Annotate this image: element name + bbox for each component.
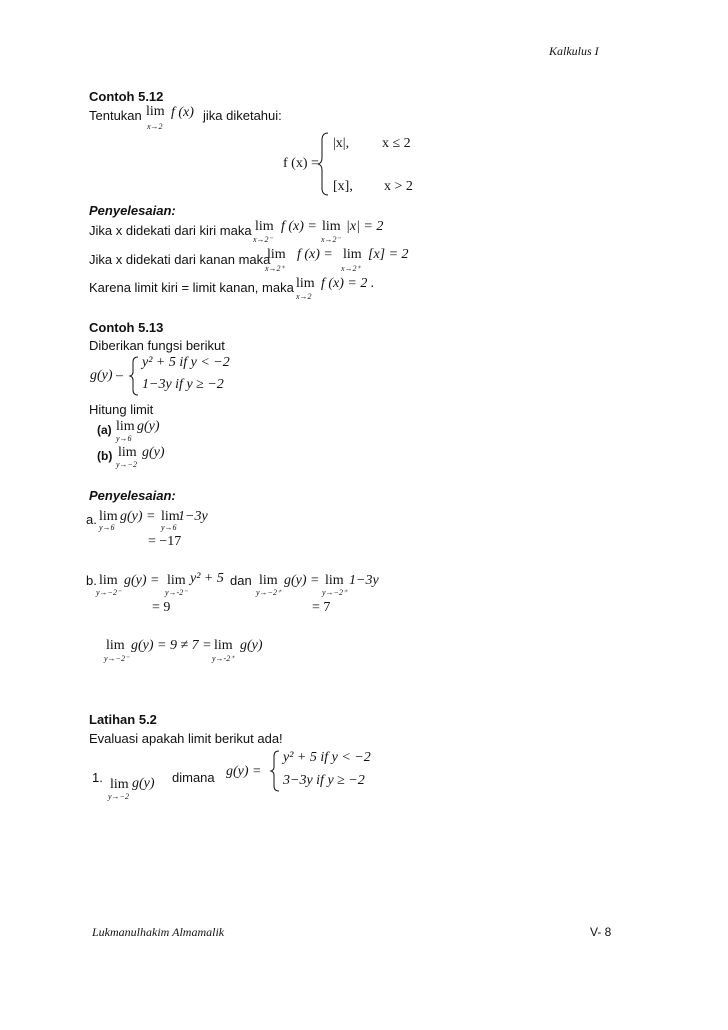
fx-expression: f (x) = — [297, 247, 333, 262]
lim-subscript: y→−2⁺ — [256, 588, 282, 597]
lim-subscript: y→−2⁺ — [322, 588, 348, 597]
case2-condition: x > 2 — [384, 179, 413, 194]
left-brace — [316, 132, 330, 196]
left-limit-result: |x| = 2 — [346, 219, 384, 234]
solution-b-lhs2: g(y) = — [284, 573, 320, 588]
lim-subscript: y→−2 — [108, 792, 129, 801]
solution-heading-1: Penyelesaian: — [89, 203, 176, 218]
final-comparison: g(y) = 9 ≠ 7 = — [131, 638, 212, 653]
lim-subscript: y→−2⁻ — [104, 654, 130, 663]
exercise-5-2-title: Latihan 5.2 — [89, 712, 157, 727]
exercise-item-number: 1. — [92, 770, 103, 785]
solution-b-expr1: y² + 5 — [190, 571, 224, 586]
dimana-text: dimana — [172, 770, 215, 785]
lim-word: lim — [118, 445, 137, 460]
running-header: Kalkulus I — [549, 44, 599, 58]
case2-expression: [x], — [333, 179, 353, 194]
lim-subscript: y→−2 — [116, 460, 137, 469]
right-limit-result: [x] = 2 — [368, 247, 409, 262]
lim-subscript: y→6 — [99, 523, 115, 532]
lim-word: lim — [267, 247, 286, 262]
solution-a-value: = −17 — [148, 534, 182, 549]
lim-subscript: y→−2⁻ — [96, 588, 122, 597]
final-comparison-tail: g(y) — [240, 638, 263, 653]
lim-word: lim — [214, 638, 233, 653]
lim-word: lim — [343, 247, 362, 262]
g-function-lhs: g(y) – — [90, 368, 124, 383]
part-b-label: (b) — [97, 449, 113, 463]
lim-subscript: x→2⁺ — [265, 264, 285, 273]
lim-subscript: x→2⁺ — [341, 264, 361, 273]
exercise-expression: g(y) — [132, 776, 155, 791]
solution-a-label: a. — [86, 512, 97, 527]
lim-subscript: x→2⁻ — [321, 235, 341, 244]
conclusion-text: Karena limit kiri = limit kanan, maka — [89, 280, 294, 295]
right-limit-text: Jika x didekati dari kanan maka — [89, 252, 271, 267]
lim-word: lim — [322, 219, 341, 234]
solution-b-label: b. — [86, 573, 97, 588]
lim-word: lim — [116, 419, 135, 434]
example-5-13-title: Contoh 5.13 — [89, 320, 164, 335]
compute-limit-text: Hitung limit — [89, 402, 154, 417]
lim-word: lim — [110, 777, 129, 792]
example-5-12-prompt-tail: jika diketahui: — [203, 108, 282, 123]
lim-word: lim — [146, 104, 165, 119]
example-5-13-intro: Diberikan fungsi berikut — [89, 338, 225, 353]
example-5-12-title: Contoh 5.12 — [89, 89, 164, 104]
lim-word: lim — [255, 219, 274, 234]
lim-subscript: y→6 — [116, 434, 132, 443]
case1-expression: |x|, — [333, 136, 350, 151]
solution-b-lhs1: g(y) = — [124, 573, 160, 588]
fx-expression: f (x) = — [281, 219, 317, 234]
solution-a-lhs: g(y) = — [120, 509, 156, 524]
g-case1: y² + 5 if y < −2 — [142, 355, 230, 370]
lim-subscript: y→-2⁺ — [212, 654, 235, 663]
exercise-g-lhs: g(y) = — [226, 764, 262, 779]
lim-subscript: x→2 — [296, 292, 312, 301]
left-brace — [128, 356, 140, 396]
solution-b-value2: = 7 — [312, 600, 331, 615]
lim-word: lim — [106, 638, 125, 653]
g-case2: 1−3y if y ≥ −2 — [142, 377, 224, 392]
solution-b-dan: dan — [230, 573, 252, 588]
lim-word: lim — [99, 573, 118, 588]
exercise-g-case2: 3−3y if y ≥ −2 — [283, 773, 365, 788]
piecewise-lhs: f (x) = — [283, 156, 319, 171]
lim-word: lim — [325, 573, 344, 588]
footer-author: Lukmanulhakim Almamalik — [92, 925, 225, 939]
lim-word: lim — [296, 276, 315, 291]
solution-b-expr2: 1−3y — [349, 573, 379, 588]
lim-subscript: x→2⁻ — [253, 235, 273, 244]
lim-subscript: y→6 — [161, 523, 177, 532]
exercise-g-case1: y² + 5 if y < −2 — [283, 750, 371, 765]
part-b-expression: g(y) — [142, 445, 165, 460]
solution-heading-2: Penyelesaian: — [89, 488, 176, 503]
lim-word: lim — [99, 509, 118, 524]
conclusion-result: f (x) = 2 . — [321, 276, 375, 291]
lim-subscript: y→-2⁻ — [165, 588, 188, 597]
fx-expression: f (x) — [171, 105, 194, 120]
part-a-label: (a) — [97, 423, 112, 437]
lim-word: lim — [167, 573, 186, 588]
solution-a-rhs: 1−3y — [178, 509, 208, 524]
left-limit-text: Jika x didekati dari kiri maka — [89, 223, 252, 238]
lim-word: lim — [161, 509, 180, 524]
case1-condition: x ≤ 2 — [382, 136, 411, 151]
solution-b-value1: = 9 — [152, 600, 171, 615]
part-a-expression: g(y) — [137, 419, 160, 434]
exercise-5-2-intro: Evaluasi apakah limit berikut ada! — [89, 731, 283, 746]
footer-page-number: V- 8 — [590, 925, 612, 939]
lim-subscript: x→2 — [147, 122, 163, 131]
lim-word: lim — [259, 573, 278, 588]
example-5-12-prompt: Tentukan — [89, 108, 142, 123]
left-brace — [269, 750, 281, 792]
